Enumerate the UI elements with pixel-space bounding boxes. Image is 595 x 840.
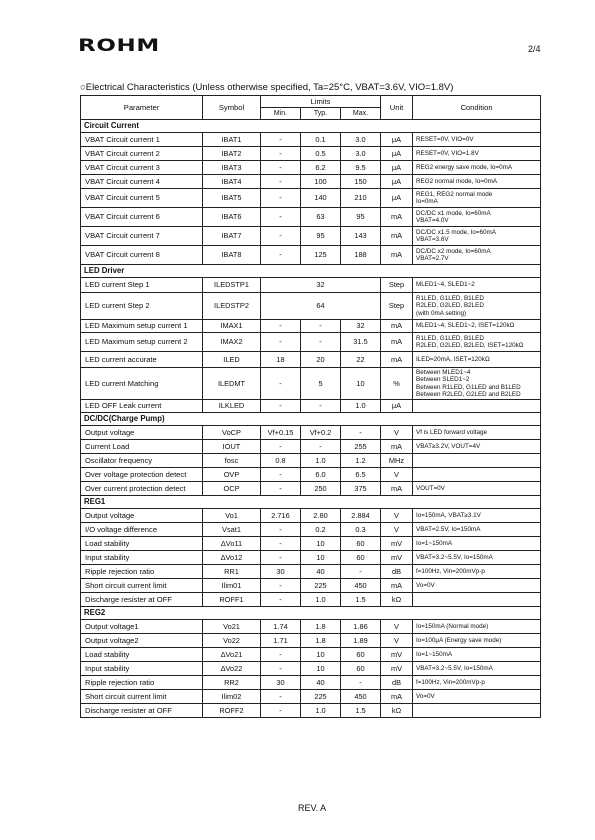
unit-cell: mA [381, 320, 413, 333]
symbol-cell: IMAX2 [203, 333, 261, 352]
parameter-cell: Input stability [81, 551, 203, 565]
max-cell: - [341, 676, 381, 690]
max-cell: 10 [341, 368, 381, 400]
unit-cell: mV [381, 551, 413, 565]
parameter-cell: Output voltage2 [81, 634, 203, 648]
typ-cell: 2.80 [301, 509, 341, 523]
parameter-cell: VBAT Circuit current 1 [81, 133, 203, 147]
max-cell: 95 [341, 208, 381, 227]
table-row [81, 676, 541, 690]
unit-cell: V [381, 509, 413, 523]
symbol-cell: Ilim02 [203, 690, 261, 704]
electrical-characteristics-table [80, 95, 541, 718]
min-cell: - [261, 662, 301, 676]
parameter-cell: LED current accurate [81, 352, 203, 368]
table-row [81, 551, 541, 565]
symbol-cell: Vsat1 [203, 523, 261, 537]
min-cell: 0.8 [261, 454, 301, 468]
condition-cell: VBAT=2.5V, Io=150mA [413, 523, 541, 537]
symbol-cell: IBAT1 [203, 133, 261, 147]
condition-cell: MLED1~4, SLED1~2 [413, 278, 541, 293]
section-title: LED Driver [81, 265, 541, 278]
symbol-cell: OVP [203, 468, 261, 482]
symbol-cell: Vo21 [203, 620, 261, 634]
section-title: REG2 [81, 607, 541, 620]
condition-cell [413, 704, 541, 718]
table-row [81, 320, 541, 333]
condition-cell: DC/DC x1 mode, Io=60mA VBAT=4.0V [413, 208, 541, 227]
typ-cell: 0.2 [301, 523, 341, 537]
min-cell: - [261, 246, 301, 265]
typ-cell: 250 [301, 482, 341, 496]
condition-cell [413, 400, 541, 413]
condition-cell: REG1, REG2 normal mode Io=0mA [413, 189, 541, 208]
condition-cell: MLED1~4, SLED1~2, ISET=120kΩ [413, 320, 541, 333]
parameter-cell: LED OFF Leak current [81, 400, 203, 413]
condition-cell: Io=150mA, VBAT≥3.1V [413, 509, 541, 523]
unit-cell: kΩ [381, 593, 413, 607]
min-cell: 18 [261, 352, 301, 368]
table-row [81, 579, 541, 593]
limits-span-cell: 32 [261, 278, 381, 293]
condition-cell: f=100Hz, Vin=200mVp-p [413, 676, 541, 690]
min-cell: 2.716 [261, 509, 301, 523]
condition-cell: Between MLED1~4 Between SLED1~2 Between R1LED, G1LED and B1LED Between R2LED, G2LED and B2LED [413, 368, 541, 400]
min-cell: - [261, 147, 301, 161]
min-cell: 1.74 [261, 620, 301, 634]
min-cell: - [261, 648, 301, 662]
typ-cell: 0.1 [301, 133, 341, 147]
typ-cell: 10 [301, 648, 341, 662]
symbol-cell: IMAX1 [203, 320, 261, 333]
symbol-cell: IBAT3 [203, 161, 261, 175]
max-cell: 60 [341, 537, 381, 551]
symbol-cell: ILED [203, 352, 261, 368]
min-cell: - [261, 368, 301, 400]
table-row [81, 293, 541, 320]
parameter-cell: Discharge resister at OFF [81, 704, 203, 718]
unit-cell: μA [381, 175, 413, 189]
section-header-row [81, 265, 541, 278]
header-limits: Limits [261, 96, 381, 108]
header-condition: Condition [413, 96, 541, 120]
typ-cell: 40 [301, 565, 341, 579]
table-row [81, 175, 541, 189]
parameter-cell: LED current Matching [81, 368, 203, 400]
section-title: DC/DC(Charge Pump) [81, 413, 541, 426]
unit-cell: mV [381, 662, 413, 676]
typ-cell: 225 [301, 579, 341, 593]
condition-cell [413, 593, 541, 607]
min-cell: - [261, 704, 301, 718]
unit-cell: mV [381, 648, 413, 662]
max-cell: 3.0 [341, 133, 381, 147]
symbol-cell: ΔVo22 [203, 662, 261, 676]
symbol-cell: ΔVo21 [203, 648, 261, 662]
typ-cell: 125 [301, 246, 341, 265]
condition-cell: R1LED, G1LED, B1LED R2LED, G2LED, B2LED, ISET=120kΩ [413, 333, 541, 352]
parameter-cell: Output voltage1 [81, 620, 203, 634]
unit-cell: V [381, 426, 413, 440]
unit-cell: μA [381, 147, 413, 161]
section-header-row [81, 607, 541, 620]
table-row [81, 208, 541, 227]
unit-cell: mA [381, 246, 413, 265]
table-row [81, 352, 541, 368]
table-row [81, 704, 541, 718]
symbol-cell: Ilim01 [203, 579, 261, 593]
min-cell: - [261, 227, 301, 246]
min-cell: - [261, 523, 301, 537]
condition-cell: Vf is LED forward voltage [413, 426, 541, 440]
table-row [81, 620, 541, 634]
symbol-cell: Vo1 [203, 509, 261, 523]
parameter-cell: Oscillator frequency [81, 454, 203, 468]
symbol-cell: ΔVo11 [203, 537, 261, 551]
min-cell: - [261, 175, 301, 189]
table-row [81, 537, 541, 551]
max-cell: 1.2 [341, 454, 381, 468]
parameter-cell: VBAT Circuit current 6 [81, 208, 203, 227]
symbol-cell: IBAT6 [203, 208, 261, 227]
table-row [81, 189, 541, 208]
table-row [81, 147, 541, 161]
parameter-cell: Over voltage protection detect [81, 468, 203, 482]
unit-cell: μA [381, 161, 413, 175]
typ-cell: - [301, 333, 341, 352]
typ-cell: 140 [301, 189, 341, 208]
max-cell: 3.0 [341, 147, 381, 161]
parameter-cell: Load stability [81, 537, 203, 551]
revision-label: REV. A [298, 803, 327, 813]
condition-cell: DC/DC x2 mode, Io=60mA VBAT=2.7V [413, 246, 541, 265]
max-cell: 60 [341, 551, 381, 565]
max-cell: 1.86 [341, 620, 381, 634]
unit-cell: V [381, 468, 413, 482]
condition-cell: VBAT=3.2~5.5V, Io=150mA [413, 662, 541, 676]
parameter-cell: Output voltage [81, 426, 203, 440]
min-cell: - [261, 482, 301, 496]
section-header-row [81, 413, 541, 426]
min-cell: - [261, 537, 301, 551]
table-row [81, 426, 541, 440]
max-cell: 450 [341, 690, 381, 704]
min-cell: 30 [261, 676, 301, 690]
parameter-cell: Short circuit current limit [81, 690, 203, 704]
table-row [81, 440, 541, 454]
min-cell: - [261, 440, 301, 454]
symbol-cell: IOUT [203, 440, 261, 454]
condition-cell: DC/DC x1.5 mode, Io=60mA VBAT=3.6V [413, 227, 541, 246]
symbol-cell: RR2 [203, 676, 261, 690]
typ-cell: 225 [301, 690, 341, 704]
parameter-cell: LED current Step 2 [81, 293, 203, 320]
condition-cell: ILED=20mA, ISET=120kΩ [413, 352, 541, 368]
min-cell: - [261, 579, 301, 593]
symbol-cell: VoCP [203, 426, 261, 440]
condition-cell: REG2 normal mode, Io=0mA [413, 175, 541, 189]
unit-cell: Step [381, 278, 413, 293]
typ-cell: 95 [301, 227, 341, 246]
parameter-cell: I/O voltage difference [81, 523, 203, 537]
header-min: Min. [261, 108, 301, 120]
table-row [81, 634, 541, 648]
symbol-cell: fosc [203, 454, 261, 468]
unit-cell: mA [381, 440, 413, 454]
limits-span-cell: 64 [261, 293, 381, 320]
condition-cell: Vo=0V [413, 690, 541, 704]
condition-cell: RESET=0V, VIO=1.8V [413, 147, 541, 161]
typ-cell: 10 [301, 551, 341, 565]
section-header-row [81, 120, 541, 133]
unit-cell: V [381, 523, 413, 537]
min-cell: - [261, 320, 301, 333]
unit-cell: mA [381, 352, 413, 368]
table-row [81, 565, 541, 579]
unit-cell: V [381, 620, 413, 634]
typ-cell: - [301, 400, 341, 413]
unit-cell: μA [381, 400, 413, 413]
unit-cell: V [381, 634, 413, 648]
table-row [81, 509, 541, 523]
min-cell: - [261, 333, 301, 352]
table-row [81, 278, 541, 293]
unit-cell: mA [381, 579, 413, 593]
table-row [81, 523, 541, 537]
min-cell: - [261, 551, 301, 565]
section-title: Circuit Current [81, 120, 541, 133]
max-cell: 22 [341, 352, 381, 368]
table-row [81, 648, 541, 662]
parameter-cell: VBAT Circuit current 3 [81, 161, 203, 175]
max-cell: 6.5 [341, 468, 381, 482]
table-row [81, 468, 541, 482]
parameter-cell: VBAT Circuit current 5 [81, 189, 203, 208]
max-cell: 32 [341, 320, 381, 333]
max-cell: 1.5 [341, 593, 381, 607]
typ-cell: 1.8 [301, 620, 341, 634]
max-cell: 1.5 [341, 704, 381, 718]
max-cell: 255 [341, 440, 381, 454]
max-cell: 31.5 [341, 333, 381, 352]
table-title: ○Electrical Characteristics (Unless otherwise specified, Ta=25°C, VBAT=3.6V, VIO=1.8V) [80, 82, 454, 93]
parameter-cell: Input stability [81, 662, 203, 676]
unit-cell: kΩ [381, 704, 413, 718]
condition-cell: Vo=0V [413, 579, 541, 593]
unit-cell: % [381, 368, 413, 400]
table-row [81, 133, 541, 147]
unit-cell: μA [381, 189, 413, 208]
section-title: REG1 [81, 496, 541, 509]
typ-cell: 1.0 [301, 704, 341, 718]
parameter-cell: Load stability [81, 648, 203, 662]
parameter-cell: VBAT Circuit current 4 [81, 175, 203, 189]
header-unit: Unit [381, 96, 413, 120]
max-cell: 0.3 [341, 523, 381, 537]
typ-cell: 6.0 [301, 468, 341, 482]
max-cell: - [341, 426, 381, 440]
unit-cell: dB [381, 565, 413, 579]
max-cell: 9.5 [341, 161, 381, 175]
max-cell: 375 [341, 482, 381, 496]
typ-cell: 0.5 [301, 147, 341, 161]
table-row [81, 593, 541, 607]
max-cell: 143 [341, 227, 381, 246]
symbol-cell: OCP [203, 482, 261, 496]
symbol-cell: RR1 [203, 565, 261, 579]
condition-cell: R1LED, G1LED, B1LED R2LED, G2LED, B2LED (with 0mA setting) [413, 293, 541, 320]
symbol-cell: Vo22 [203, 634, 261, 648]
condition-cell: REG2 energy save mode, Io=0mA [413, 161, 541, 175]
symbol-cell: IBAT2 [203, 147, 261, 161]
typ-cell: 63 [301, 208, 341, 227]
unit-cell: mA [381, 482, 413, 496]
symbol-cell: ILEDSTP1 [203, 278, 261, 293]
max-cell: 60 [341, 662, 381, 676]
unit-cell: mA [381, 333, 413, 352]
symbol-cell: ROFF2 [203, 704, 261, 718]
min-cell: - [261, 208, 301, 227]
section-header-row [81, 496, 541, 509]
header-typ: Typ. [301, 108, 341, 120]
max-cell: 2.884 [341, 509, 381, 523]
unit-cell: μA [381, 133, 413, 147]
min-cell: 30 [261, 565, 301, 579]
table-row [81, 368, 541, 400]
max-cell: 210 [341, 189, 381, 208]
symbol-cell: ILEDMT [203, 368, 261, 400]
parameter-cell: VBAT Circuit current 7 [81, 227, 203, 246]
symbol-cell: ROFF1 [203, 593, 261, 607]
symbol-cell: ΔVo12 [203, 551, 261, 565]
parameter-cell: Over current protection detect [81, 482, 203, 496]
parameter-cell: LED Maximum setup current 2 [81, 333, 203, 352]
max-cell: 1.0 [341, 400, 381, 413]
parameter-cell: Ripple rejection ratio [81, 676, 203, 690]
condition-cell [413, 454, 541, 468]
max-cell: 1.89 [341, 634, 381, 648]
parameter-cell: VBAT Circuit current 8 [81, 246, 203, 265]
condition-cell: Io=150mA (Normal mode) [413, 620, 541, 634]
min-cell: - [261, 690, 301, 704]
typ-cell: Vf+0.2 [301, 426, 341, 440]
max-cell: - [341, 565, 381, 579]
condition-cell: VBAT=3.2~5.5V, Io=150mA [413, 551, 541, 565]
typ-cell: - [301, 320, 341, 333]
symbol-cell: IBAT7 [203, 227, 261, 246]
min-cell: 1.71 [261, 634, 301, 648]
min-cell: - [261, 400, 301, 413]
min-cell: - [261, 468, 301, 482]
header-parameter: Parameter [81, 96, 203, 120]
table-row [81, 161, 541, 175]
condition-cell: VBAT≥3.2V, VOUT=4V [413, 440, 541, 454]
min-cell: - [261, 161, 301, 175]
max-cell: 150 [341, 175, 381, 189]
condition-cell: Io=1~150mA [413, 648, 541, 662]
min-cell: Vf+0.15 [261, 426, 301, 440]
symbol-cell: ILEDSTP2 [203, 293, 261, 320]
parameter-cell: Current Load [81, 440, 203, 454]
header-max: Max. [341, 108, 381, 120]
table-row [81, 662, 541, 676]
table-row [81, 400, 541, 413]
header-symbol: Symbol [203, 96, 261, 120]
parameter-cell: Ripple rejection ratio [81, 565, 203, 579]
symbol-cell: IBAT5 [203, 189, 261, 208]
unit-cell: dB [381, 676, 413, 690]
unit-cell: mA [381, 208, 413, 227]
parameter-cell: LED Maximum setup current 1 [81, 320, 203, 333]
parameter-cell: Discharge resister at OFF [81, 593, 203, 607]
typ-cell: 5 [301, 368, 341, 400]
table-row [81, 246, 541, 265]
max-cell: 60 [341, 648, 381, 662]
condition-cell: f=100Hz, Vin=200mVp-p [413, 565, 541, 579]
condition-cell: Io=1~150mA [413, 537, 541, 551]
typ-cell: 1.0 [301, 593, 341, 607]
table-row [81, 482, 541, 496]
table-row [81, 333, 541, 352]
typ-cell: 20 [301, 352, 341, 368]
max-cell: 188 [341, 246, 381, 265]
typ-cell: 10 [301, 662, 341, 676]
typ-cell: 100 [301, 175, 341, 189]
parameter-cell: Output voltage [81, 509, 203, 523]
parameter-cell: Short circuit current limit [81, 579, 203, 593]
typ-cell: 6.2 [301, 161, 341, 175]
table-row [81, 690, 541, 704]
unit-cell: mA [381, 690, 413, 704]
condition-cell: VOUT=0V [413, 482, 541, 496]
unit-cell: mV [381, 537, 413, 551]
typ-cell: - [301, 440, 341, 454]
condition-cell [413, 468, 541, 482]
typ-cell: 10 [301, 537, 341, 551]
typ-cell: 1.8 [301, 634, 341, 648]
min-cell: - [261, 593, 301, 607]
min-cell: - [261, 189, 301, 208]
unit-cell: MHz [381, 454, 413, 468]
condition-cell: Io=100μA (Energy save mode) [413, 634, 541, 648]
page-number: 2/4 [528, 44, 541, 54]
symbol-cell: ILKLED [203, 400, 261, 413]
parameter-cell: VBAT Circuit current 2 [81, 147, 203, 161]
typ-cell: 40 [301, 676, 341, 690]
unit-cell: Step [381, 293, 413, 320]
table-body [81, 120, 541, 718]
rohm-logo: ROHM [78, 36, 160, 56]
unit-cell: mA [381, 227, 413, 246]
parameter-cell: LED current Step 1 [81, 278, 203, 293]
typ-cell: 1.0 [301, 454, 341, 468]
table-row [81, 454, 541, 468]
symbol-cell: IBAT4 [203, 175, 261, 189]
min-cell: - [261, 133, 301, 147]
max-cell: 450 [341, 579, 381, 593]
table-row [81, 227, 541, 246]
condition-cell: RESET=0V, VIO=0V [413, 133, 541, 147]
symbol-cell: IBAT8 [203, 246, 261, 265]
